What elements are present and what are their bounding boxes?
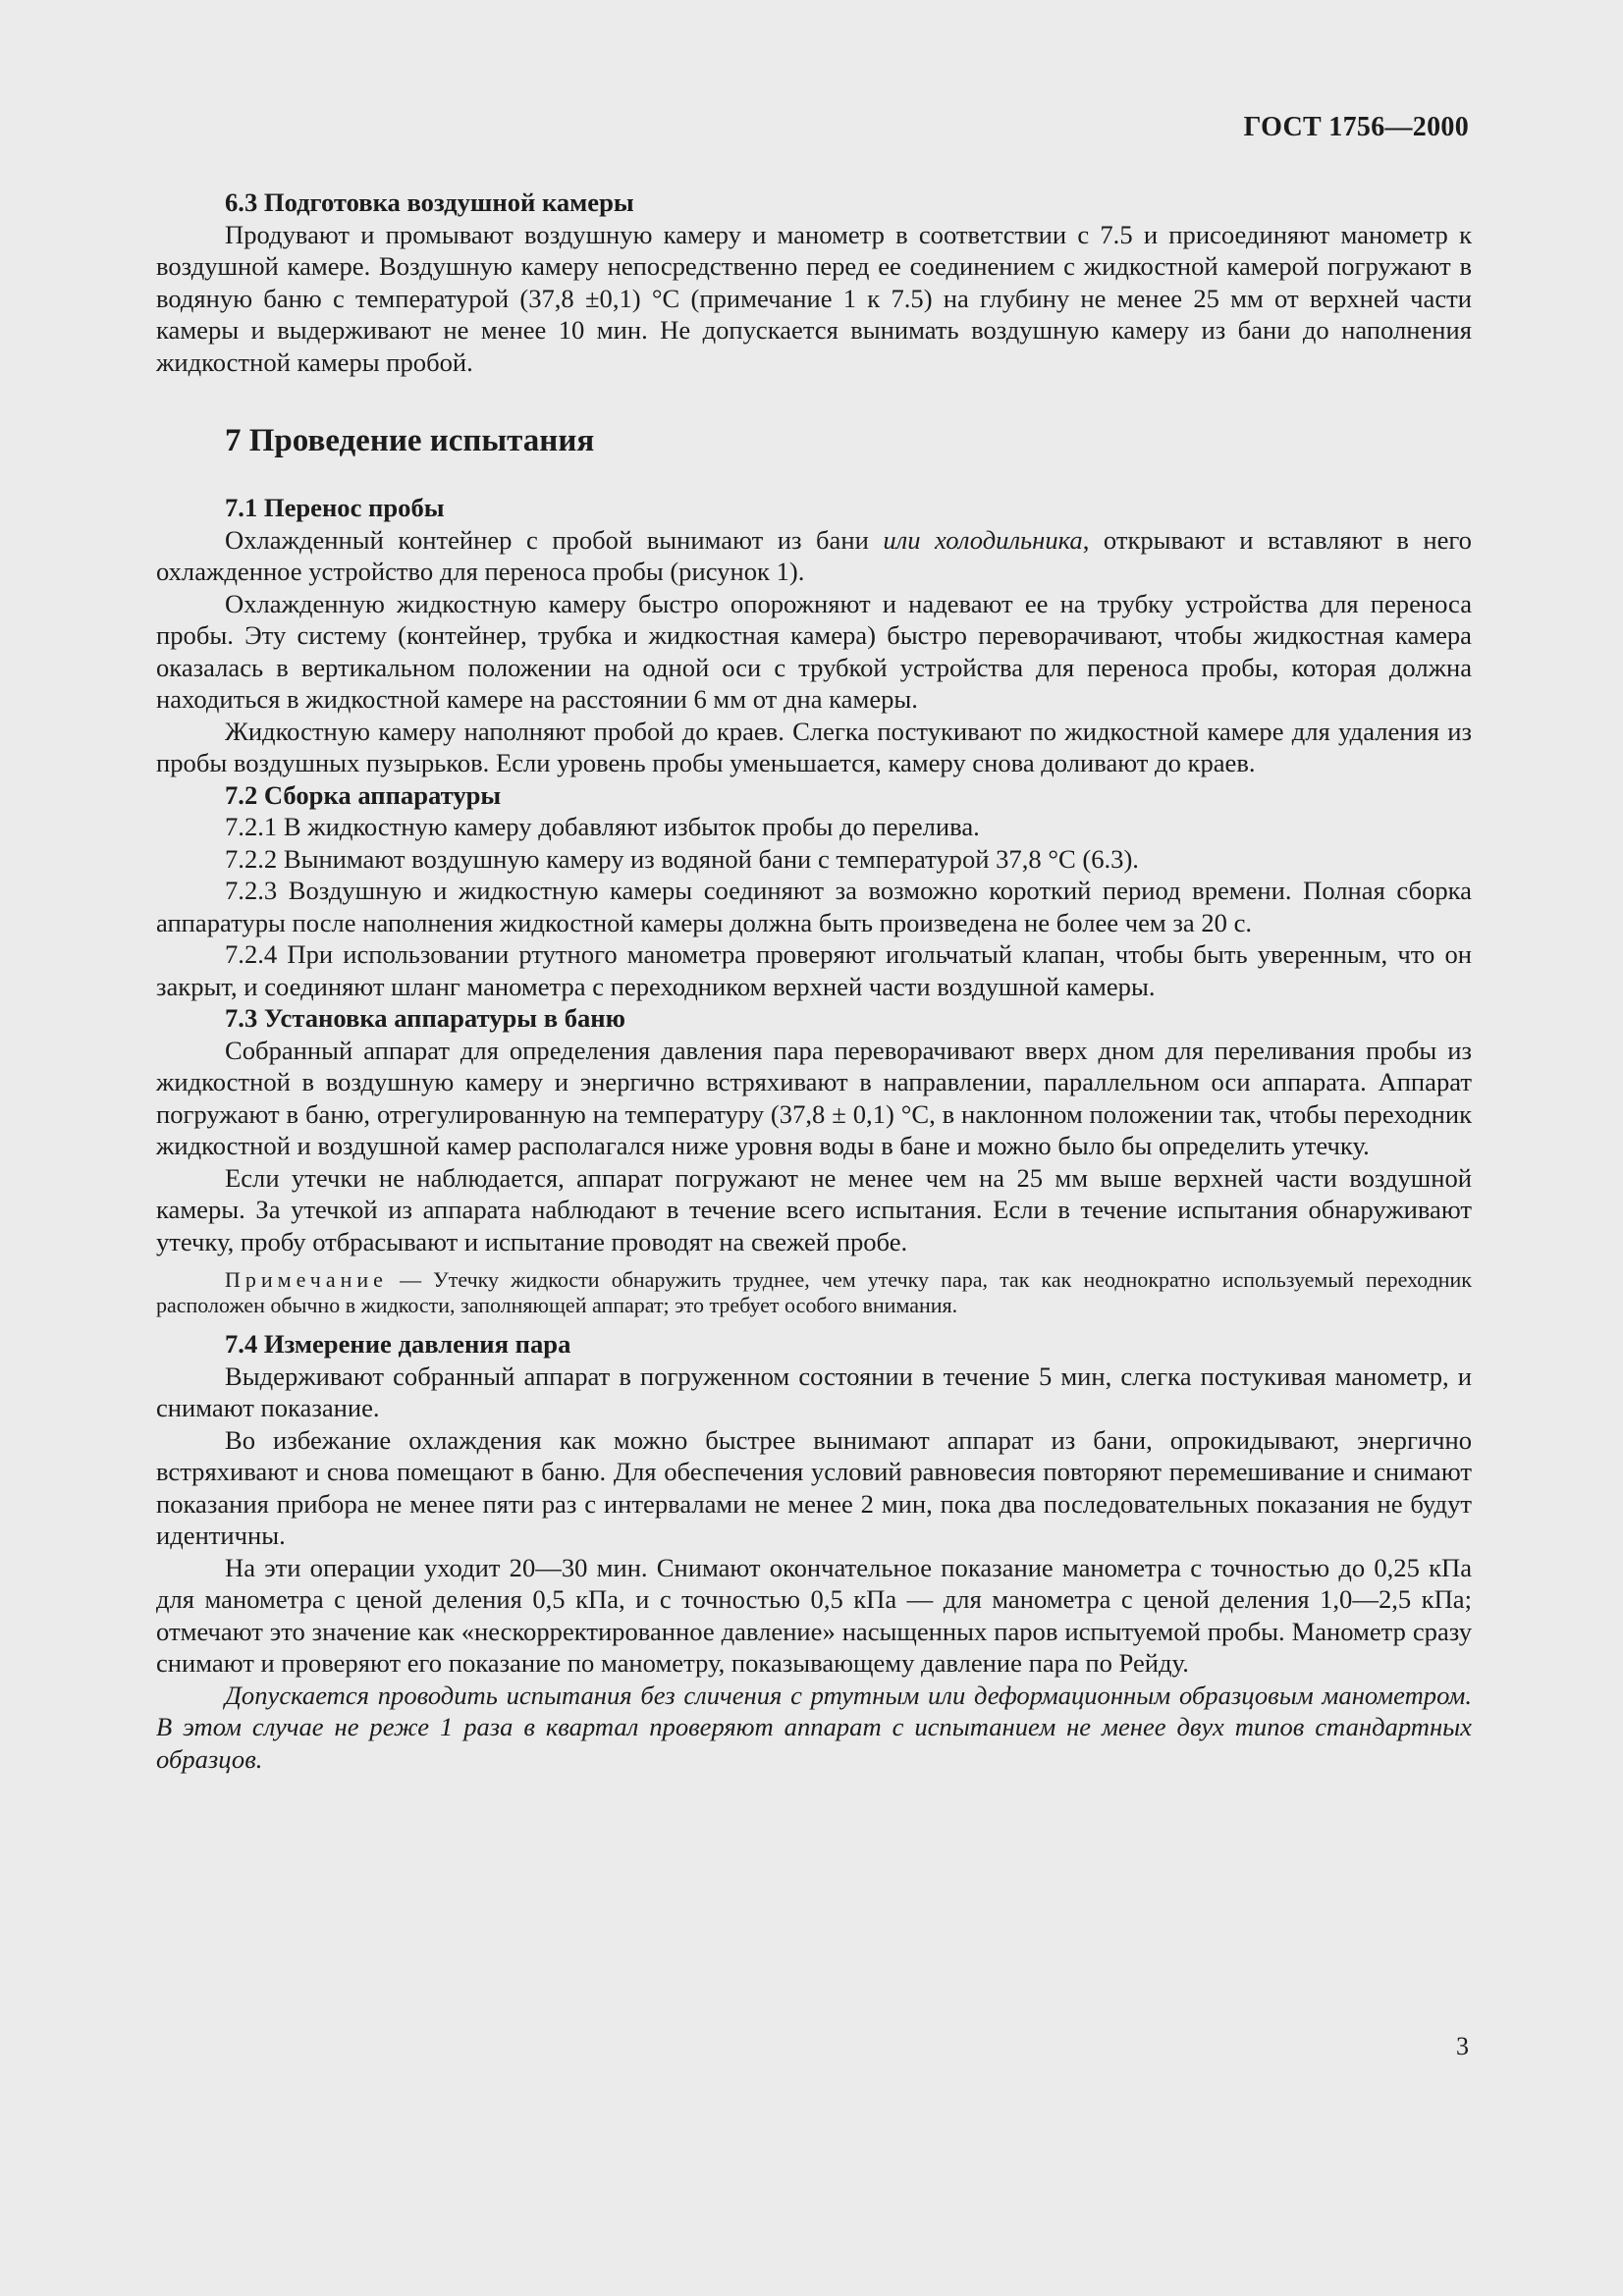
paragraph-7-3-2: Если утечки не наблюдается, аппарат погружают не менее чем на 25 мм выше верхней части воздушной камеры. За утечкой из аппарата наблюдают в течение всего испытания. Если в течение испытания обнаруживают утечку, пробу отбрасывают и испытание проводят на свежей пробе. [156,1162,1472,1256]
document-body [156,187,1472,1775]
note-7-3 [156,1267,1472,1318]
note-text: — Утечку жидкости обнаружить труднее, чем утечку пара, так как неоднократно используемый переходник расположен обычно в жидкости, заполняющей аппарат; это требует особого внимания. [156,1267,1472,1317]
document-header: ГОСТ 1756—2000 [1243,112,1469,142]
paragraph-7-2-2: 7.2.2 Вынимают воздушную камеру из водяной бани с температурой 37,8 °С (6.3). [225,843,1139,874]
section-title-7: 7 Проведение испытания [225,423,595,458]
paragraph-7-4-1: Выдерживают собранный аппарат в погруженном состоянии в течение 5 мин, слегка постукивая манометр, и снимают показание. [156,1361,1472,1422]
paragraph-7-1-1 [156,524,1472,588]
paragraph-7-2-1: 7.2.1 В жидкостную камеру добавляют избыток пробы до перелива. [225,812,980,841]
paragraph-6-3: Продувают и промывают воздушную камеру и манометр в соответствии с 7.5 и присоединяют манометр к воздушной камере. Воздушную камеру непосредственно перед ее соединением с жидкостной камерой погружают в водяную баню с температурой (37,8 ±0,1) °С (примечание 1 к 7.5) на глубину не менее 25 мм от верхней части камеры и выдерживают не менее 10 мин. Не допускается вынимать воздушную камеру из бани до наполнения жидкостной камеры пробой. [156,219,1472,377]
page-number: 3 [1456,2032,1469,2060]
subsection-title-7-3: 7.3 Установка аппаратуры в баню [225,1003,625,1033]
paragraph-7-4-2: Во избежание охлаждения как можно быстрее вынимают аппарат из бани, опрокидывают, энергично встряхивают и снова помещают в баню. Для обеспечения условий равновесия повторяют перемешивание и снимают показания прибора не менее пяти раз с интервалами не менее 2 мин, пока два последовательных показания не будут идентичны. [156,1424,1472,1550]
paragraph-7-2-3: 7.2.3 Воздушную и жидкостную камеры соединяют за возможно короткий период времени. Полная сборка аппаратуры после наполнения жидкостной камеры должна быть произведена не более чем за 20 с. [156,876,1472,937]
paragraph-7-4-4: Допускается проводить испытания без сличения с ртутным или деформационным образцовым манометром. В этом случае не реже 1 раза в квартал проверяют аппарат с испытанием не менее двух типов стандартных образцов. [156,1680,1472,1774]
paragraph-text: Охлажденный контейнер с пробой вынимают из бани [225,524,884,555]
paragraph-text: , открывают и вставляют в него охлажденное устройство для переноса пробы (рисунок 1). [156,524,1472,586]
paragraph-7-2-4: 7.2.4 При использовании ртутного манометра проверяют игольчатый клапан, чтобы быть уверенным, что он закрыт, и соединяют шланг манометра с переходником верхней части воздушной камеры. [156,939,1472,1001]
subsection-title-7-4: 7.4 Измерение давления пара [225,1329,571,1359]
paragraph-7-1-3: Жидкостную камеру наполняют пробой до краев. Слегка постукивают по жидкостной камере для удаления из пробы воздушных пузырьков. Если уровень пробы уменьшается, камеру снова доливают до краев. [156,716,1472,777]
subsection-title-7-1: 7.1 Перенос пробы [225,493,445,522]
paragraph-7-3-1: Собранный аппарат для определения давления пара переворачивают вверх дном для переливания пробы из жидкостной в воздушную камеру и энергично встряхивают в направлении, параллельном оси аппарата. Аппарат погружают в баню, отрегулированную на температуру (37,8 ± 0,1) °С, в наклонном положении так, чтобы переходник жидкостной и воздушной камер располагался ниже уровня воды в бане и можно было бы определить утечку. [156,1035,1472,1160]
paragraph-7-4-3: На эти операции уходит 20—30 мин. Снимают окончательное показание манометра с точностью до 0,25 кПа для манометра с ценой деления 0,5 кПа, и с точностью 0,5 кПа — для манометра с ценой деления 1,0—2,5 кПа; отмечают это значение как «нескорректированное давление» насыщенных паров испытуемой пробы. Манометр сразу снимают и проверяют его показание по манометру, показывающему давление пара по Рейду. [156,1552,1472,1678]
note-label: Примечание [225,1267,388,1292]
subsection-title-6-3: 6.3 Подготовка воздушной камеры [225,187,634,217]
paragraph-7-1-2: Охлажденную жидкостную камеру быстро опорожняют и надевают ее на трубку устройства для переноса пробы. Эту систему (контейнер, трубка и жидкостная камера) быстро переворачивают, чтобы жидкостная камера оказалась в вертикальном положении на одной оси с трубкой устройства для переноса пробы, которая должна находиться в жидкостной камере на расстоянии 6 мм от дна камеры. [156,588,1472,714]
italic-text: или холодильника [883,524,1083,555]
subsection-title-7-2: 7.2 Сборка аппаратуры [225,779,502,810]
